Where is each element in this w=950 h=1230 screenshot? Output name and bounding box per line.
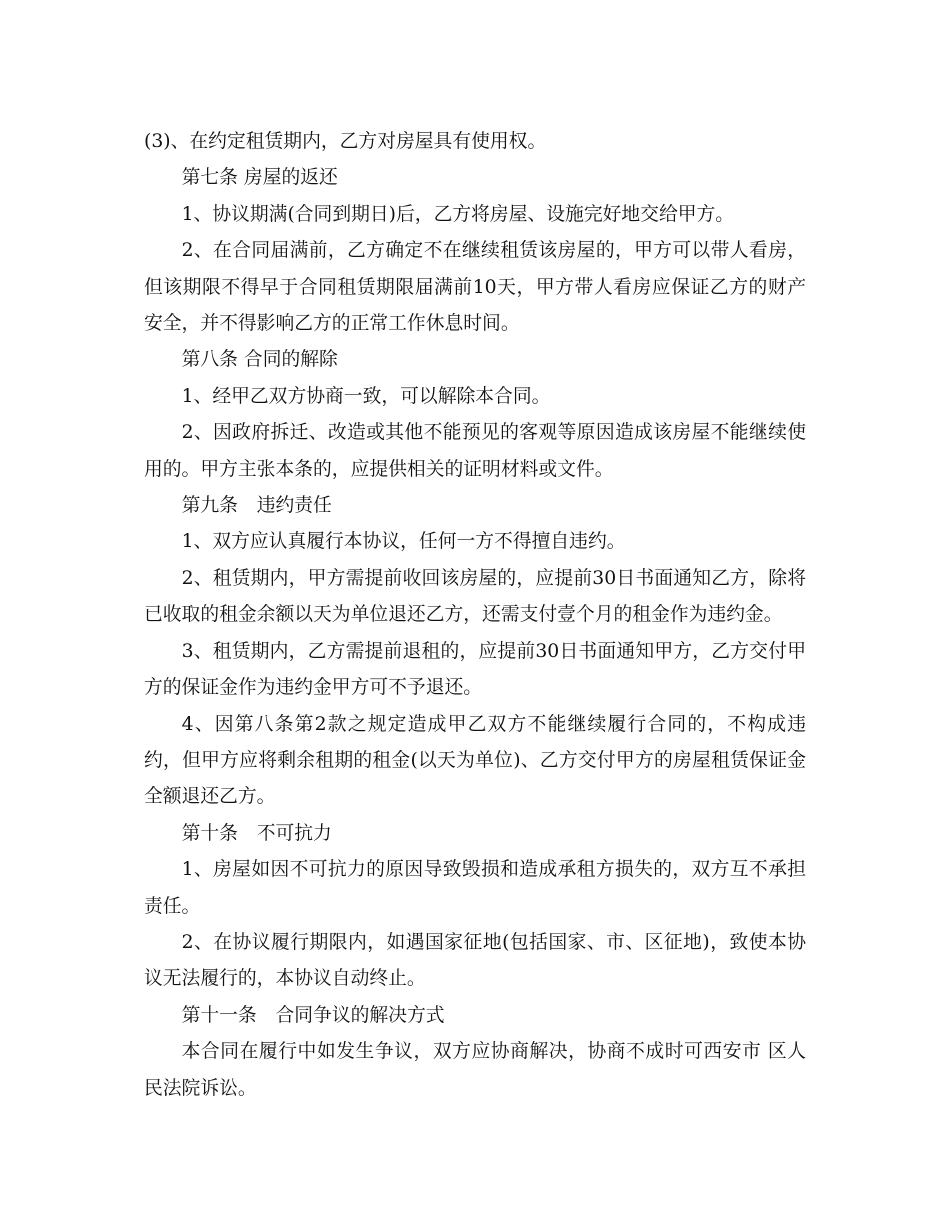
article-7-clause-2: 2、在合同届满前，乙方确定不在继续租赁该房屋的，甲方可以带人看房，但该期限不得早于合同租赁期限届满前10天，甲方带人看房应保证乙方的财产安全，并不得影响乙方的正常工作休息时间。 <box>144 240 806 335</box>
article-9-clause-4: 4、因第八条第2款之规定造成甲乙双方不能继续履行合同的，不构成违约，但甲方应将剩余租期的租金(以天为单位)、乙方交付甲方的房屋租赁保证金全额退还乙方。 <box>144 713 806 808</box>
article-11-body: 本合同在履行中如发生争议，双方应协商解决，协商不成时可西安市 区人民法院诉讼。 <box>144 1041 806 1099</box>
article-10-clause-1: 1、房屋如因不可抗力的原因导致毁损和造成承租方损失的，双方互不承担责任。 <box>144 859 806 917</box>
article-9-heading: 第九条 违约责任 <box>181 495 332 517</box>
article-7-clause-1: 1、协议期满(合同到期日)后，乙方将房屋、设施完好地交给甲方。 <box>181 203 735 225</box>
article-8-heading: 第八条 合同的解除 <box>181 349 338 371</box>
article-8-clause-2: 2、因政府拆迁、改造或其他不能预见的客观等原因造成该房屋不能继续使用的。甲方主张本条的，应提供相关的证明材料或文件。 <box>144 422 806 480</box>
article-11-heading: 第十一条 合同争议的解决方式 <box>181 1004 445 1026</box>
article-9-clause-1: 1、双方应认真履行本协议，任何一方不得擅自违约。 <box>181 531 626 553</box>
clause-3-use-right: (3)、在约定租赁期内，乙方对房屋具有使用权。 <box>144 131 547 152</box>
document-page <box>144 124 806 1107</box>
article-10-heading: 第十条 不可抗力 <box>181 822 332 844</box>
article-9-clause-3: 3、租赁期内，乙方需提前退租的，应提前30日书面通知甲方，乙方交付甲方的保证金作为违约金甲方可不予退还。 <box>144 640 806 699</box>
article-7-heading: 第七条 房屋的返还 <box>181 167 338 189</box>
article-8-clause-1: 1、经甲乙双方协商一致，可以解除本合同。 <box>181 385 551 407</box>
article-10-clause-2: 2、在协议履行期限内，如遇国家征地(包括国家、市、区征地)，致使本协议无法履行的，本协议自动终止。 <box>144 931 806 990</box>
article-9-clause-2: 2、租赁期内，甲方需提前收回该房屋的，应提前30日书面通知乙方，除将已收取的租金余额以天为单位退还乙方，还需支付壹个月的租金作为违约金。 <box>144 567 806 626</box>
